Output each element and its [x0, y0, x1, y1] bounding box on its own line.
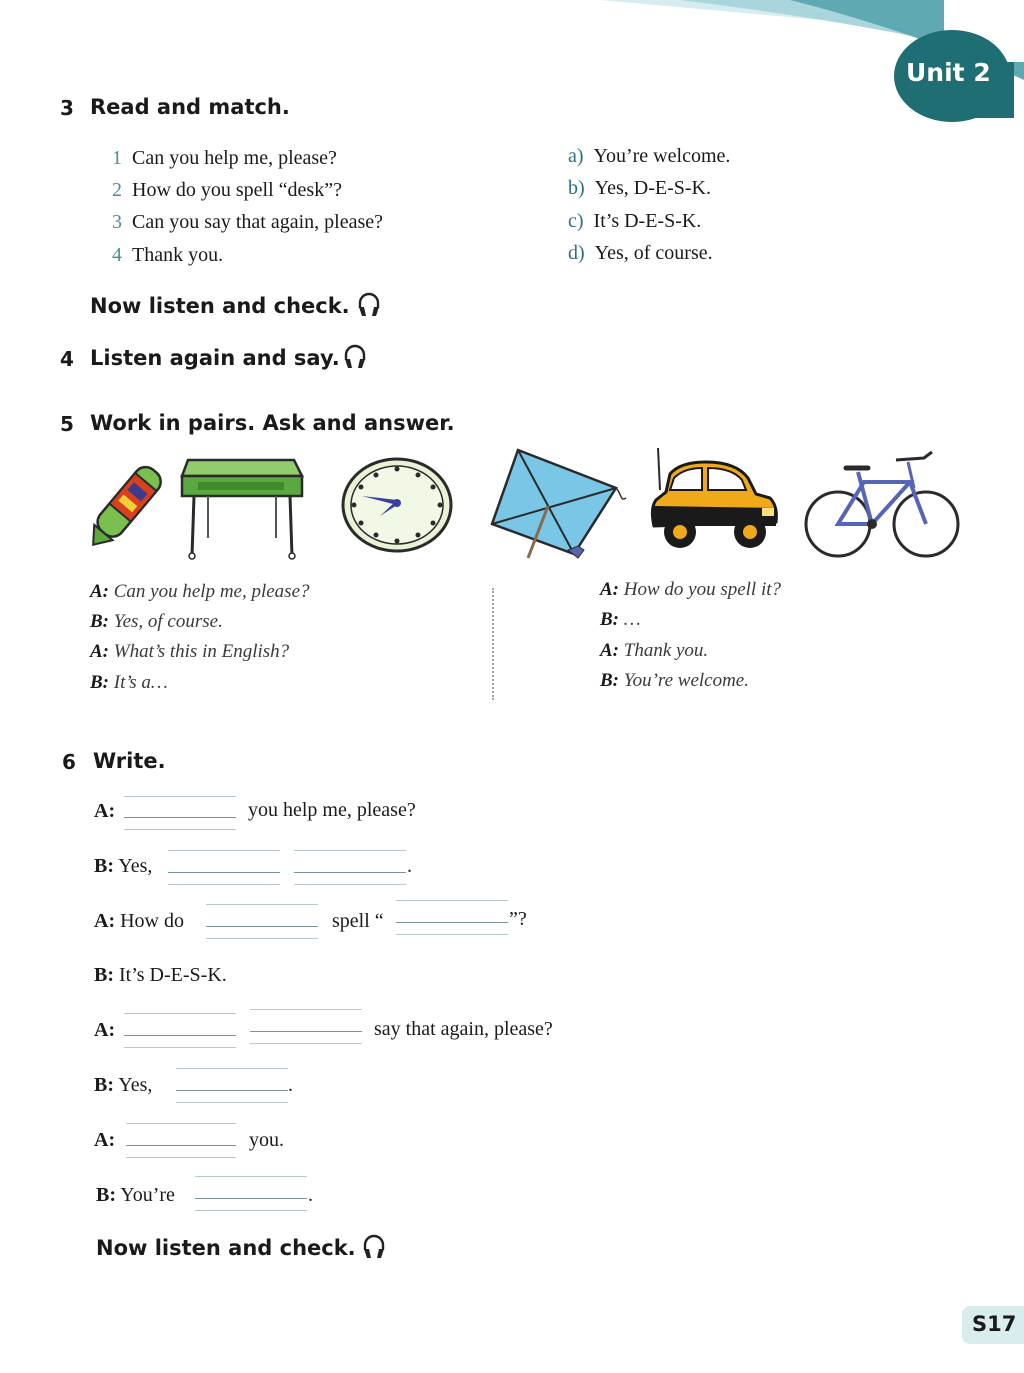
dialogue-left-line-3: A: What’s this in English?: [90, 641, 290, 662]
write-blank[interactable]: [294, 872, 406, 873]
write-blank[interactable]: [396, 922, 508, 923]
bike-picture: [800, 448, 962, 560]
unit-badge: Unit 2: [906, 58, 991, 87]
write-line-3: A: How do: [94, 910, 184, 932]
write-line-6: B: Yes,: [94, 1074, 153, 1096]
question-4: 4 Thank you.: [112, 244, 224, 266]
write-line-8: B: You’re: [96, 1184, 175, 1206]
write-blank[interactable]: [126, 1123, 236, 1124]
write-blank[interactable]: [176, 1068, 288, 1069]
answer-a: a) You’re welcome.: [568, 145, 731, 167]
exercise-6-title: Write.: [93, 749, 166, 773]
write-blank[interactable]: [168, 850, 280, 851]
exercise-3-title: Read and match.: [90, 95, 290, 119]
dialogue-right-line-1: A: How do you spell it?: [600, 579, 782, 600]
write-blank[interactable]: [168, 884, 280, 885]
write-blank[interactable]: [206, 904, 318, 905]
write-line-6-end: .: [288, 1074, 293, 1096]
question-1: 1 Can you help me, please?: [112, 147, 337, 169]
car-picture: [646, 446, 782, 558]
dialogue-left-line-1: A: Can you help me, please?: [90, 581, 310, 602]
write-line-3-mid: spell “: [332, 910, 384, 932]
write-blank[interactable]: [126, 1145, 236, 1146]
write-blank[interactable]: [250, 1009, 362, 1010]
write-blank[interactable]: [176, 1090, 288, 1091]
pen-picture: [86, 460, 162, 556]
exercise-5-title: Work in pairs. Ask and answer.: [90, 411, 455, 435]
kite-picture: [488, 446, 628, 562]
write-blank[interactable]: [250, 1031, 362, 1032]
write-blank[interactable]: [396, 934, 508, 935]
write-blank[interactable]: [206, 926, 318, 927]
write-blank[interactable]: [124, 796, 236, 797]
write-blank[interactable]: [250, 1043, 362, 1044]
headphones-icon[interactable]: [342, 342, 368, 370]
dialogue-right-line-4: B: You’re welcome.: [600, 670, 749, 691]
write-line-2: B: Yes,: [94, 855, 153, 877]
write-line-4: B: It’s D-E-S-K.: [94, 964, 227, 986]
exercise-5-number: 5: [60, 412, 74, 436]
question-2: 2 How do you spell “desk”?: [112, 179, 342, 201]
write-blank[interactable]: [195, 1176, 307, 1177]
headphones-icon[interactable]: [361, 1232, 387, 1260]
write-line-5-text: say that again, please?: [374, 1018, 553, 1040]
clock-picture: [340, 456, 454, 554]
write-blank[interactable]: [124, 817, 236, 818]
write-blank[interactable]: [176, 1102, 288, 1103]
write-blank[interactable]: [294, 850, 406, 851]
write-blank[interactable]: [124, 1035, 236, 1036]
dialogue-left-line-4: B: It’s a…: [90, 672, 168, 693]
answer-d: d) Yes, of course.: [568, 242, 713, 264]
write-blank[interactable]: [124, 1047, 236, 1048]
ex3-check-text: Now listen and check.: [90, 294, 350, 318]
headphones-icon[interactable]: [356, 290, 382, 318]
write-line-1-speaker: A:: [94, 800, 116, 822]
ex6-check-text: Now listen and check.: [96, 1236, 356, 1260]
exercise-6-number: 6: [62, 750, 76, 774]
dialogue-left-line-2: B: Yes, of course.: [90, 611, 223, 632]
write-line-3-end: ”?: [509, 908, 527, 930]
answer-b: b) Yes, D-E-S-K.: [568, 177, 711, 199]
write-line-1-text: you help me, please?: [248, 799, 416, 821]
answer-c: c) It’s D-E-S-K.: [568, 210, 702, 232]
write-blank[interactable]: [206, 938, 318, 939]
dialogue-divider: [492, 588, 494, 700]
write-blank[interactable]: [168, 872, 280, 873]
exercise-3-number: 3: [60, 96, 74, 120]
write-blank[interactable]: [294, 884, 406, 885]
write-blank[interactable]: [124, 1013, 236, 1014]
exercise-4-title: Listen again and say.: [90, 346, 340, 370]
write-blank[interactable]: [126, 1157, 236, 1158]
write-blank[interactable]: [396, 900, 508, 901]
write-blank[interactable]: [124, 829, 236, 830]
desk-picture: [178, 452, 306, 560]
write-line-5-speaker: A:: [94, 1019, 116, 1041]
write-blank[interactable]: [195, 1198, 307, 1199]
exercise-4-number: 4: [60, 347, 74, 371]
write-line-8-end: .: [308, 1184, 313, 1206]
dialogue-right-line-3: A: Thank you.: [600, 640, 709, 661]
page-number: S17: [972, 1312, 1017, 1336]
write-blank[interactable]: [195, 1210, 307, 1211]
write-line-7-text: you.: [249, 1129, 284, 1151]
dialogue-right-line-2: B: …: [600, 609, 641, 630]
question-3: 3 Can you say that again, please?: [112, 211, 384, 233]
write-line-2-end: .: [407, 855, 412, 877]
write-line-7-speaker: A:: [94, 1129, 116, 1151]
